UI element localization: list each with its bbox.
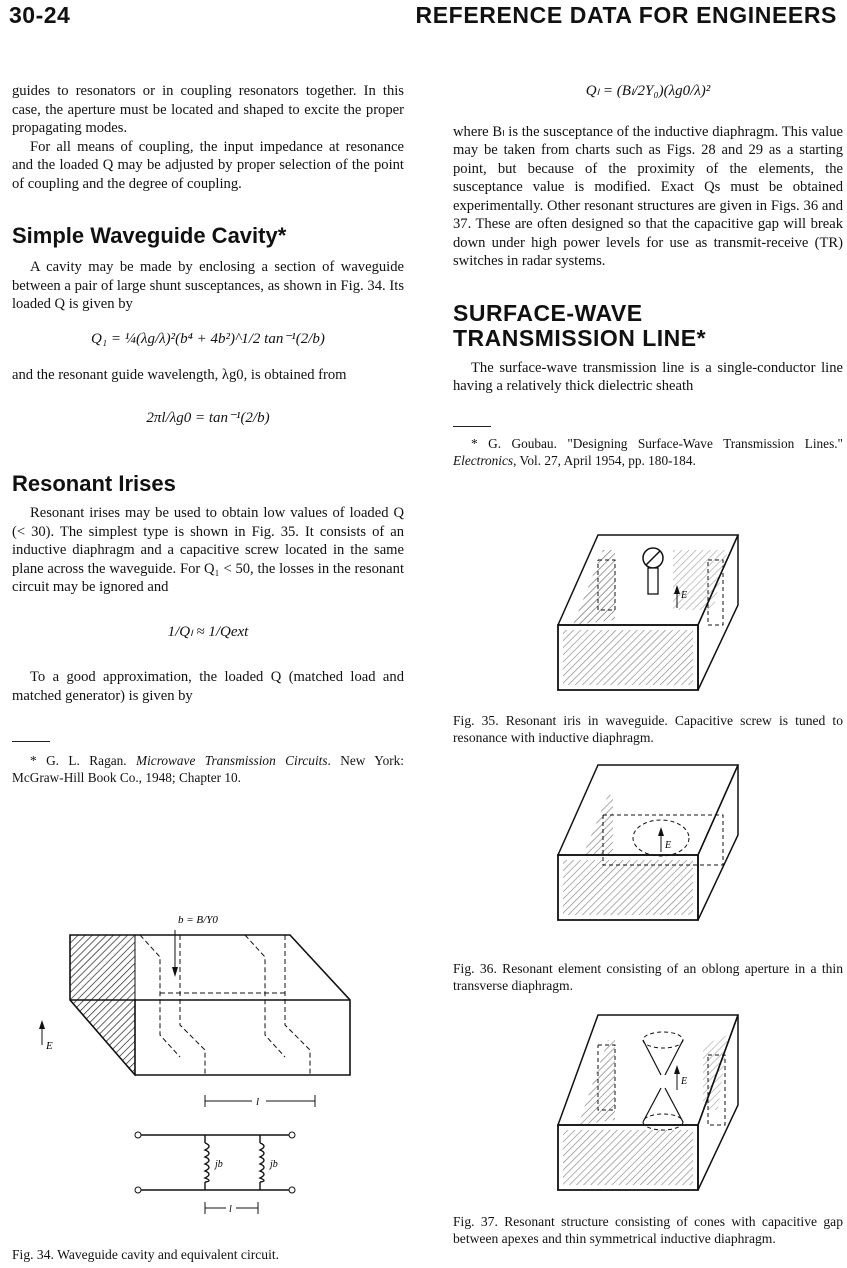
footnote-title: Microwave Transmission Circuits (136, 753, 328, 768)
fig34-label-l: l (256, 1096, 260, 1108)
equation: Qₗ = (Bₗ/2Y₀)(λg0/λ)² (585, 83, 711, 99)
footnote-author: * G. L. Ragan. (30, 753, 137, 768)
equation: 2πl/λg0 = tan⁻¹(2/b) (146, 409, 270, 426)
paragraph: guides to resonators or in coupling resonators together. In this case, the aperture must be located and shaped to excite the proper propagating modes. (12, 83, 404, 136)
section-heading-line1: SURFACE-WAVE (453, 299, 643, 326)
footnote-journal: Electronics (453, 452, 514, 468)
footnote-rest: , Vol. 27, April 1954, pp. 180-184. (513, 452, 696, 468)
fig37-label-e: E (681, 1076, 688, 1087)
fig34-label-b: b = B/Y0 (178, 914, 218, 926)
footnote-author: * G. Goubau. "Designing Surface-Wave Transmission Lines." (471, 435, 843, 451)
fig36-oblong-aperture (553, 760, 753, 925)
fig34-label-jb-right: jb (270, 1159, 278, 1170)
fig37-caption: Fig. 37. Resonant structure consisting of cones with capacitive gap between apexes and thin symmetrical inductive diaphragm. (453, 1214, 843, 1246)
footnote (453, 435, 843, 469)
paragraph: The surface-wave transmission line is a single-conductor line having a relatively thick dielectric sheath (453, 359, 843, 394)
paragraph: To a good approximation, the loaded Q (matched load and matched generator) is given by (12, 669, 404, 704)
fig35-resonant-iris (553, 530, 753, 695)
footnote (12, 752, 404, 786)
fig34-label-e: E (46, 1040, 53, 1052)
section-heading: Simple Waveguide Cavity* (12, 223, 287, 248)
footnote-rule (12, 741, 50, 742)
page-number: 30-24 (9, 2, 71, 28)
fig34-caption: Fig. 34. Waveguide cavity and equivalent circuit. (12, 1247, 280, 1262)
footnote-rule (453, 426, 491, 427)
paragraph: where Bₗ is the susceptance of the inductive diaphragm. This value may be taken from charts such as Figs. 28 and 29 as a starting point, but because of the proximity of the elements, the susceptance value is modified. Exact Qs must be obtained experimentally. Other resonant structures are given in Figs. 36 and 37. These are often designed so that the capacitive gap will break down under high power levels for use as transmit-receive (TR) switches in radar systems. (453, 123, 843, 269)
fig34-waveguide-cavity (30, 905, 370, 1235)
fig36-caption: Fig. 36. Resonant element consisting of an oblong aperture in a thin transverse diaphragm. (453, 961, 843, 993)
fig35-caption: Fig. 35. Resonant iris in waveguide. Capacitive screw is tuned to resonance with inductive diaphragm. (453, 713, 843, 745)
section-heading: Resonant Irises (12, 471, 176, 496)
running-title: REFERENCE DATA FOR ENGINEERS (415, 2, 837, 28)
fig34-label-jb-left: jb (215, 1159, 223, 1170)
section-heading-line2: TRANSMISSION LINE* (453, 324, 707, 351)
paragraph: and the resonant guide wavelength, λg0, is obtained from (12, 367, 347, 383)
left-column (12, 82, 404, 786)
fig35-label-e: E (681, 590, 688, 601)
fig37-cones-structure (553, 1010, 753, 1195)
paragraph: A cavity may be made by enclosing a section of waveguide between a pair of large shunt susceptances, as shown in Fig. 34. Its loaded Q is given by (12, 259, 404, 312)
paragraph: Resonant irises may be used to obtain low values of loaded Q (< 30). The simplest type is shown in Fig. 35. It consists of an inductive diaphragm and a capacitive screw located in the same plane across the waveguide. For Q₁ < 50, the losses in the resonant circuit may be ignored and (12, 505, 404, 595)
equation: 1/Qₗ ≈ 1/Qext (167, 623, 249, 640)
footnote-rest: . New York: McGraw-Hill Book Co., 1948; Chapter 10. (12, 753, 404, 785)
fig36-label-e: E (665, 840, 672, 851)
right-column (453, 82, 843, 469)
equation: Q₁ = ¼(λg/λ)²(b⁴ + 4b²)^1/2 tan⁻¹(2/b) (91, 330, 325, 347)
fig34-label-l2: l (229, 1204, 232, 1215)
paragraph: For all means of coupling, the input impedance at resonance and the loaded Q may be adjusted by proper selection of the point of coupling and the degree of coupling. (12, 138, 404, 192)
